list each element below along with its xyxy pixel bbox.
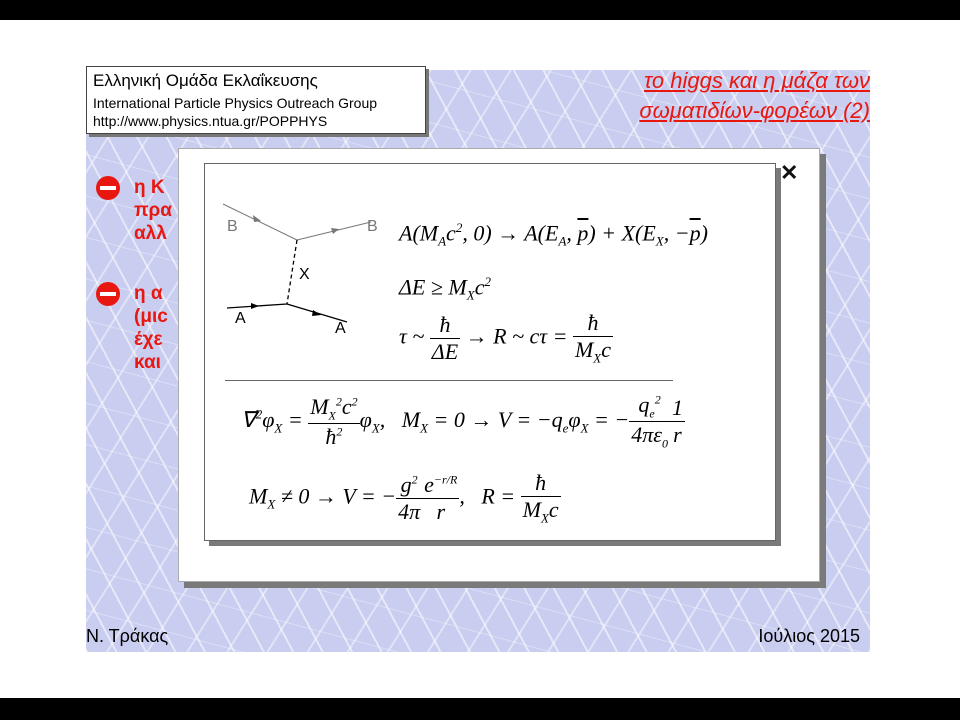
divider: [225, 380, 673, 381]
close-icon[interactable]: ✕: [780, 160, 799, 185]
group-name: Ελληνική Ομάδα Εκλαΐκευσης: [93, 71, 318, 90]
title-line-1: το higgs και η μάζα των: [644, 68, 870, 93]
bullet-2: [134, 282, 168, 374]
group-url: http://www.physics.ntua.gr/POPPHYS: [93, 113, 328, 129]
label-a-right: A: [335, 320, 346, 337]
label-b-right: B: [367, 218, 378, 235]
bullet-1-line-3: αλλ: [134, 223, 167, 244]
label-a-left: A: [235, 310, 246, 327]
equation-3: τ ~ $\frac{ħ}{\Delta E}$ → R ~ cτ = $\frac{ħ}{M_Xc}$: [399, 310, 612, 366]
title-line-2: σωματιδίων-φορέων (2): [639, 98, 870, 123]
header-box: [86, 66, 426, 134]
bullet-1-line-1: η Κ: [134, 177, 165, 198]
date: Ιούλιος 2015: [758, 626, 860, 646]
bullet-1-line-2: πρα: [134, 200, 172, 221]
bullet-2-line-1: η α: [134, 283, 163, 304]
bullet-1: [134, 176, 172, 245]
author: Ν. Τράκας: [86, 626, 169, 646]
slide: [0, 20, 960, 698]
equation-1: $A(M_Ac^2$, $0) \to A(E_A$, $\overline{p}) + X(E_X$, $-\overline{p}$): [399, 220, 708, 249]
group-name-english: International Particle Physics Outreach Group: [93, 95, 378, 111]
bullet-2-line-3: έχε: [134, 329, 163, 350]
slide-title: [639, 66, 870, 126]
bullet-2-line-2: (μιc: [134, 306, 168, 327]
label-x: X: [299, 266, 310, 283]
label-b-left: B: [227, 218, 238, 235]
bullet-icon: [96, 282, 120, 306]
equations-panel: [204, 163, 776, 541]
bullet-icon: [96, 176, 120, 200]
bullet-2-line-4: και: [134, 352, 161, 373]
exchange-diagram: [221, 200, 391, 330]
equation-5: $M_X \ne 0 \to V$ = − $\frac{g^2}{4\pi}$ $\frac{e^{-r/R}}{r}$ , R = $\frac{ħ}{M_Xc}$: [249, 470, 559, 526]
equation-4: $\nabla⃗^2\varphi_X$ = $\frac{M_X^2c^2}{ħ^2}$ $\varphi_X$, $M_X = 0 \to V = -q_e\varphi_X$ = − $\frac{q_e^2}{4\pi\varepsilon_0}$ $\frac{1}{r}$: [241, 392, 683, 451]
equation-2: $\Delta E \ge M_Xc^2$: [399, 274, 491, 303]
